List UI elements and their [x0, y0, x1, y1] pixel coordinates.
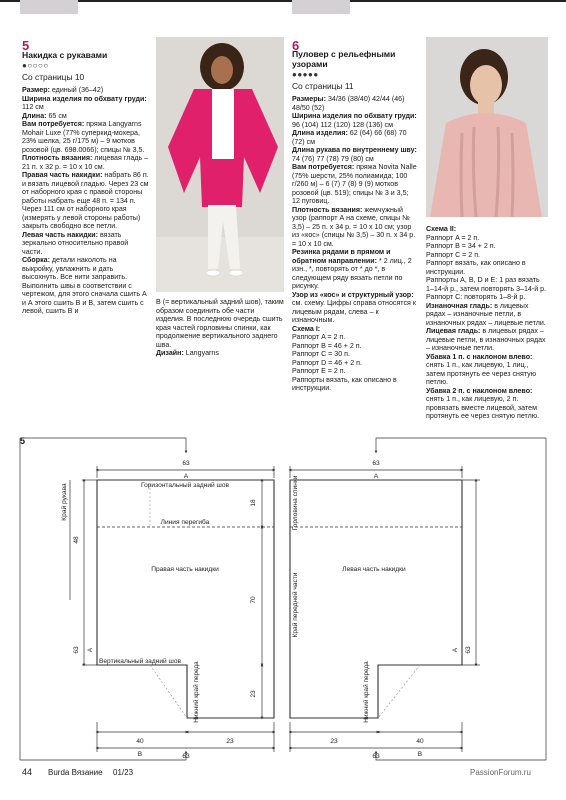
- left-fold-line: Линия перегиба: [160, 519, 210, 526]
- paragraph-text: снять 1 п., как лицевую, 1 лиц., затем протянуть ее через снятую петлю.: [426, 361, 537, 386]
- model6-page-ref: Со страницы 11: [292, 81, 354, 91]
- paragraph: [426, 234, 548, 243]
- model5-text-col2: [156, 298, 284, 358]
- right-label-a: A: [452, 647, 459, 653]
- paragraph-lead: Схема II:: [426, 225, 457, 233]
- paragraph-text: Раппорт C = 30 п.: [292, 350, 350, 358]
- paragraph-text: 62 (64) 66 (68) 70 (72) см: [292, 129, 407, 146]
- paragraph-text: 34/36 (38/40) 42/44 (46) 48/50 (52): [292, 95, 405, 112]
- paragraph-text: единый (36–42): [49, 86, 104, 94]
- right-dim-63: 63: [465, 646, 472, 654]
- paragraph-lead: Размер:: [22, 86, 50, 94]
- right-dim-top: 63: [372, 460, 380, 467]
- right-label-b: B: [417, 751, 423, 758]
- paragraph-lead: Резинка рядами в прямом и обратном направлении:: [292, 248, 391, 265]
- model5-text-col1: [22, 86, 150, 316]
- model6-text-col1: [292, 95, 417, 393]
- paragraph: [22, 86, 150, 95]
- left-dim-18: 18: [250, 499, 257, 507]
- magazine-name: Burda Вязание: [48, 768, 103, 777]
- left-vertical-seam: Вертикальный задний шов: [98, 658, 182, 665]
- paragraph-lead: Плотность вязания:: [292, 205, 363, 214]
- left-label-a: A: [87, 647, 94, 653]
- paragraph: [292, 376, 417, 393]
- left-dim-70: 70: [250, 596, 257, 604]
- left-dim-40: 40: [136, 738, 144, 745]
- paragraph: [426, 353, 548, 387]
- paragraph-lead: Длина рукава по внутреннему шву:: [292, 146, 417, 154]
- left-dim-63b: 63: [182, 753, 190, 760]
- paragraph-text: Раппорт вязать, как описано в инструкции.: [426, 259, 526, 276]
- paragraph: [292, 291, 417, 325]
- paragraph: [292, 248, 417, 291]
- paragraph: [292, 163, 417, 206]
- paragraph-text: Раппорт E = 2 п.: [292, 367, 346, 375]
- paragraph-text: в лицевых рядах – лицевые петли, в изнаночных рядах – изнаночные петли.: [426, 327, 546, 352]
- left-side-label: Край рукава: [61, 483, 68, 521]
- paragraph: [292, 367, 417, 376]
- paragraph: [292, 333, 417, 342]
- paragraph-lead: Вам потребуется:: [22, 120, 85, 128]
- paragraph-text: Раппорт A = 2 п.: [292, 333, 346, 341]
- left-label-top: A: [183, 473, 189, 480]
- paragraph-text: 74 (76) 77 (78) 79 (80) см: [292, 154, 374, 163]
- paragraph-lead: Длина:: [22, 111, 47, 120]
- paragraph-text: набрать 86 п. и вязать лицевой гладью. Через 23 см от наборного края с правой стороны работы набрать еще 48 п. = 134 п. Через 111 см от наборного края (измерять у левой стороны работы) закрыть свободно все петли.: [22, 171, 149, 230]
- left-piece-label: Правая часть накидки: [151, 566, 219, 573]
- paragraph: [426, 251, 548, 260]
- model6-difficulty: ●●●●●: [292, 70, 319, 79]
- right-front-edge: Нижний край переда: [363, 661, 370, 723]
- model5-page-ref: Со страницы 10: [22, 72, 85, 82]
- paragraph-text: жемчужный узор (раппорт А на схеме, спицы № 3,5) – 25 п. х 34 р. = 10 х 10 см; узор из «кос» (спицы № 3,5) – 30 п. х 34 р. = 10 х 10 см.: [292, 205, 416, 248]
- paragraph-lead: Длина изделия:: [292, 129, 348, 137]
- paragraph: [292, 350, 417, 359]
- right-dim-40: 40: [416, 738, 424, 745]
- paragraph: [22, 154, 150, 171]
- paragraph: [22, 112, 150, 121]
- header-tab-left: [20, 0, 78, 14]
- paragraph: [292, 325, 417, 334]
- paragraph: [292, 112, 417, 129]
- left-label-b: B: [137, 751, 143, 758]
- paragraph-lead: Убавка 1 п. с наклоном влево:: [426, 352, 533, 361]
- paragraph-text: пряжа Novita Nalle (75% шерсти, 25% полиамида; 100 г/260 м) – 6 (7) 7 (8) 9 (9) мотков розовой (цв. 519); спицы № 3 и 3,5; 12 пуговиц.: [292, 163, 417, 205]
- model5-difficulty: ●○○○○: [22, 61, 49, 70]
- paragraph-text: см. схему. Цифры справа относятся к лицевым рядам, слева – к изнаночным.: [292, 299, 416, 324]
- paragraph-lead: Размеры:: [292, 95, 326, 103]
- paragraph: [292, 95, 417, 112]
- right-neck-label: Горловина спинки: [292, 475, 299, 531]
- paragraph-text: Раппорт A = 2 п.: [426, 233, 480, 242]
- paragraph: [426, 276, 548, 293]
- paragraph: [292, 146, 417, 163]
- paragraph-text: 65 см: [46, 111, 67, 120]
- paragraph: [156, 298, 284, 349]
- paragraph: [22, 120, 150, 154]
- paragraph-text: в лицевых рядах – изнаночные петли, в изнаночных рядах – лицевые петли.: [426, 301, 546, 327]
- paragraph: [292, 359, 417, 368]
- model6-number: 6: [292, 38, 300, 53]
- paragraph: [426, 259, 548, 276]
- paragraph-lead: Вам потребуется:: [292, 163, 355, 171]
- watermark: PassionForum.ru: [470, 768, 531, 777]
- paragraph-text: Раппорт D = 46 + 2 п.: [292, 358, 362, 367]
- right-dim-23: 23: [330, 738, 338, 745]
- left-dim-63: 63: [73, 646, 80, 654]
- paragraph: [292, 206, 417, 249]
- paragraph: [426, 242, 548, 251]
- paragraph: [22, 256, 150, 316]
- paragraph-text: вязать зеркально относительно правой части.: [22, 230, 129, 256]
- paragraph-text: снять 1 п., как лицевую, 2 п. провязать вместе лицевой, затем протянуть ее через снятую петлю.: [426, 395, 540, 420]
- paragraph-text: Раппорты A, B, D и E: 1 раз вязать 1–14-й р., затем повторять 3–14-й р.: [426, 276, 547, 293]
- paragraph-lead: Сборка:: [22, 256, 50, 264]
- paragraph: [156, 349, 284, 358]
- left-dim-48: 48: [73, 536, 80, 544]
- left-front-edge: Нижний край переда: [193, 661, 200, 723]
- paragraph: [426, 293, 548, 302]
- paragraph: [426, 387, 548, 421]
- paragraph-lead: Ширина изделия по обхвату груди:: [292, 112, 417, 120]
- right-label-top: A: [373, 473, 379, 480]
- header-tab-right: [292, 0, 350, 14]
- paragraph-text: детали наколоть на выкройку, увлажнить и дать высохнуть. Все нити заправить. Выполнить швы в соответствии с чертежом, для этого сначала сшить А и А этого сшить В и В, затем сшить с левой, сшить В и: [22, 256, 147, 315]
- paragraph-text: лицевая гладь – 21 п. х 32 р. = 10 х 10 см.: [22, 154, 149, 171]
- left-dim-23b: 23: [226, 738, 234, 745]
- paragraph-text: Langyarns: [183, 349, 219, 357]
- paragraph-text: 96 (104) 112 (120) 128 (136) см: [292, 120, 393, 129]
- paragraph-lead: Лицевая гладь:: [426, 327, 481, 335]
- paragraph-lead: Правая часть накидки:: [22, 171, 103, 179]
- right-piece-label: Левая часть накидки: [342, 566, 406, 573]
- paragraph: [22, 171, 150, 231]
- left-dim-23: 23: [250, 690, 257, 698]
- paragraph-text: Раппорт B = 46 + 2 п.: [292, 341, 362, 350]
- paragraph: [426, 302, 548, 328]
- right-front-part: Край передней части: [292, 572, 299, 638]
- paragraph: [426, 327, 548, 353]
- model6-title: Пуловер с рельефными узорами: [292, 49, 396, 69]
- paragraph-lead: Схема I:: [292, 324, 321, 333]
- paragraph: [292, 129, 417, 146]
- paragraph: [426, 225, 548, 234]
- issue-number: 01/23: [113, 768, 134, 777]
- schematic-diagram: [0, 430, 566, 770]
- paragraph-lead: Изнаночная гладь:: [426, 301, 493, 310]
- page-number: 44: [22, 767, 33, 777]
- paragraph-lead: Дизайн:: [156, 349, 184, 357]
- paragraph-text: Раппорты вязать, как описано в инструкции.: [292, 375, 397, 392]
- top-rule: [0, 0, 566, 2]
- paragraph-text: 112 см: [22, 103, 44, 111]
- paragraph-lead: Ширина изделия по обхвату груди:: [22, 94, 147, 103]
- paragraph-lead: Убавка 2 п. с наклоном влево:: [426, 386, 533, 395]
- paragraph: [22, 95, 150, 112]
- paragraph-lead: Левая часть накидки:: [22, 230, 98, 239]
- model6-photo: [426, 37, 548, 217]
- paragraph-text: * 2 лиц., 2 изн., *, повторять от * до *, в следующем ряду вязать петли по рисунку.: [292, 256, 412, 290]
- paragraph-text: Раппорт С: повторять 1–8-й р.: [426, 293, 526, 301]
- paragraph: [22, 231, 150, 257]
- paragraph-lead: Плотность вязания:: [22, 154, 93, 162]
- paragraph: [292, 342, 417, 351]
- diagram-number: 5: [20, 436, 26, 446]
- model5-title: Накидка с рукавами: [22, 50, 108, 60]
- left-dim-top: 63: [182, 460, 190, 467]
- paragraph-text: В (= вертикальный задний шов), таким образом соединить обе части изделия. В последнюю очередь сшить края частей горловины спинки, как продолжение вертикального заднего шва.: [156, 298, 284, 349]
- paragraph-text: Раппорт C = 2 п.: [426, 250, 481, 259]
- left-seam-top: Горизонтальный задний шов: [140, 482, 230, 489]
- paragraph-text: Раппорт B = 34 + 2 п.: [426, 242, 496, 250]
- model5-number: 5: [22, 38, 30, 53]
- paragraph-text: пряжа Langyarns Mohair Luxe (77% суперкид-мохера, 23% шелка, 25 г/175 м) – 9 мотков розовой (цв. 698.0066); спицы № 3,5.: [22, 120, 145, 154]
- paragraph-lead: Узор из «кос» и структурный узор:: [292, 290, 414, 299]
- model6-text-col2: [426, 225, 548, 421]
- model5-photo: [156, 37, 284, 292]
- right-dim-63b: 63: [372, 753, 380, 760]
